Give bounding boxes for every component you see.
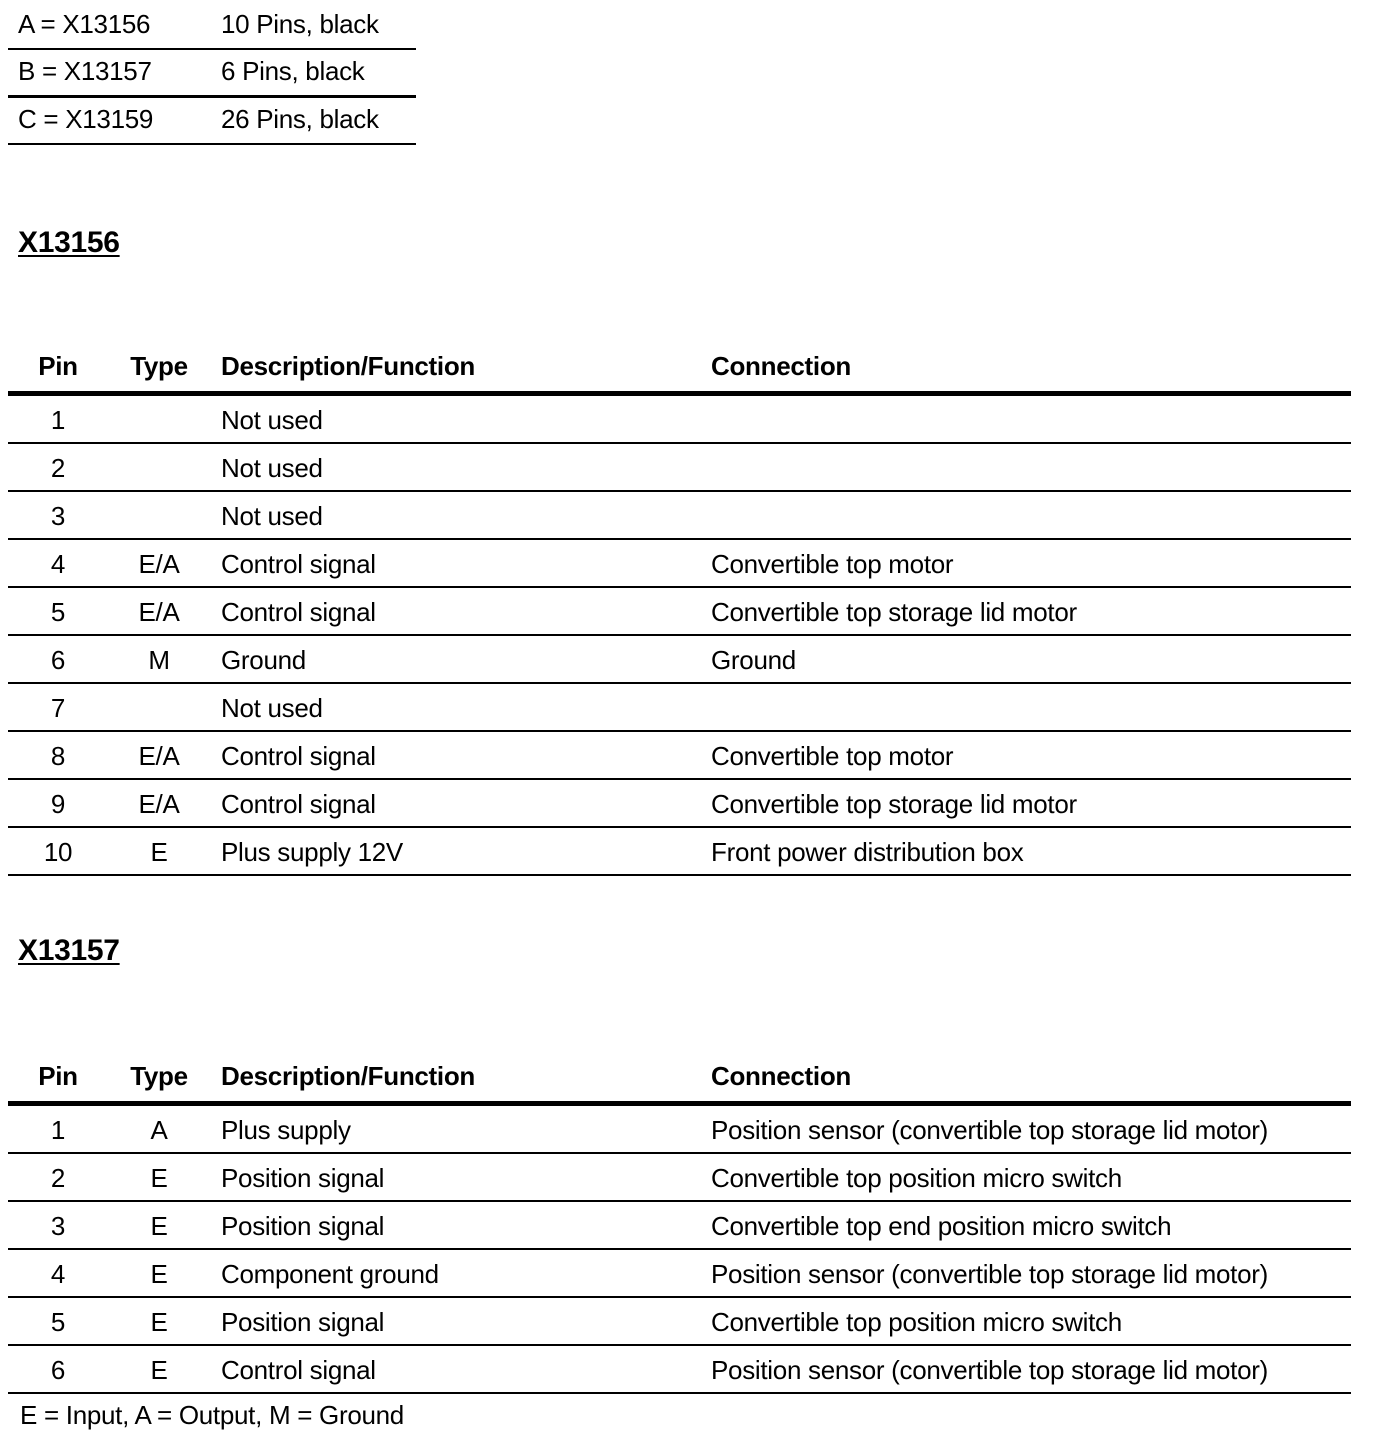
header-connection: Connection: [711, 351, 851, 381]
type-cell: E: [150, 1211, 168, 1241]
header-type: Type: [130, 351, 188, 381]
connection-cell: Convertible top storage lid motor: [711, 789, 1077, 819]
type-cell: E/A: [138, 789, 180, 819]
connection-cell: Convertible top position micro switch: [711, 1163, 1122, 1193]
connector-description: 6 Pins, black: [221, 56, 365, 86]
connector-row: [8, 50, 416, 98]
connector-description: 10 Pins, black: [221, 9, 379, 39]
description-cell: Not used: [221, 405, 323, 435]
connection-cell: Convertible top position micro switch: [711, 1307, 1122, 1337]
table-header: [8, 1053, 1351, 1106]
pin-cell: 7: [50, 693, 66, 723]
table-row: [8, 780, 1351, 828]
connection-cell: Front power distribution box: [711, 837, 1024, 867]
type-cell: E: [150, 837, 168, 867]
header-connection: Connection: [711, 1061, 851, 1091]
connector-code: B = X13157: [18, 56, 152, 86]
pin-cell: 4: [50, 1259, 66, 1289]
pin-cell: 10: [43, 837, 73, 867]
type-cell: E: [150, 1307, 168, 1337]
pin-table: [8, 1053, 1351, 1394]
pin-cell: 2: [50, 453, 66, 483]
description-cell: Control signal: [221, 741, 376, 771]
description-cell: Component ground: [221, 1259, 439, 1289]
connector-row: [8, 3, 416, 50]
pin-cell: 1: [50, 1115, 66, 1145]
table-row: [8, 732, 1351, 780]
table-row: [8, 636, 1351, 684]
table-row: [8, 1202, 1351, 1250]
pin-cell: 3: [50, 501, 66, 531]
connection-cell: Convertible top end position micro switch: [711, 1211, 1172, 1241]
header-description: Description/Function: [221, 1061, 476, 1091]
header-description: Description/Function: [221, 351, 476, 381]
type-cell: E: [150, 1163, 168, 1193]
connector-code: C = X13159: [18, 104, 154, 134]
type-cell: E/A: [138, 741, 180, 771]
table-row: [8, 492, 1351, 540]
table-row: [8, 1106, 1351, 1154]
connection-cell: Position sensor (convertible top storage lid motor): [711, 1355, 1268, 1385]
table-row: [8, 1154, 1351, 1202]
connection-cell: Ground: [711, 645, 796, 675]
description-cell: Ground: [221, 645, 306, 675]
type-cell: E/A: [138, 597, 180, 627]
pin-cell: 4: [50, 549, 66, 579]
table-row: [8, 396, 1351, 444]
pin-cell: 3: [50, 1211, 66, 1241]
description-cell: Position signal: [221, 1211, 385, 1241]
description-cell: Not used: [221, 453, 323, 483]
description-cell: Control signal: [221, 1355, 376, 1385]
connection-cell: Convertible top motor: [711, 549, 954, 579]
pin-cell: 6: [50, 645, 66, 675]
description-cell: Control signal: [221, 597, 376, 627]
table-row: [8, 1346, 1351, 1394]
connection-cell: Convertible top motor: [711, 741, 954, 771]
connection-cell: Position sensor (convertible top storage lid motor): [711, 1115, 1268, 1145]
table-row: [8, 1250, 1351, 1298]
header-type: Type: [130, 1061, 188, 1091]
description-cell: Plus supply 12V: [221, 837, 403, 867]
pin-cell: 5: [50, 597, 66, 627]
connector-code: A = X13156: [18, 9, 151, 39]
connector-description: 26 Pins, black: [221, 104, 379, 134]
connection-cell: Convertible top storage lid motor: [711, 597, 1077, 627]
description-cell: Not used: [221, 693, 323, 723]
type-legend: E = Input, A = Output, M = Ground: [20, 1400, 404, 1430]
type-cell: E: [150, 1259, 168, 1289]
description-cell: Control signal: [221, 549, 376, 579]
pin-cell: 1: [50, 405, 66, 435]
type-cell: E: [150, 1355, 168, 1385]
description-cell: Not used: [221, 501, 323, 531]
pin-cell: 5: [50, 1307, 66, 1337]
description-cell: Position signal: [221, 1307, 385, 1337]
section-title: X13156: [18, 226, 120, 259]
connector-row: [8, 98, 416, 145]
table-row: [8, 1298, 1351, 1346]
table-row: [8, 828, 1351, 876]
description-cell: Position signal: [221, 1163, 385, 1193]
description-cell: Plus supply: [221, 1115, 351, 1145]
pin-cell: 8: [50, 741, 66, 771]
table-row: [8, 540, 1351, 588]
connection-cell: Position sensor (convertible top storage lid motor): [711, 1259, 1268, 1289]
header-pin: Pin: [38, 351, 78, 381]
pin-cell: 2: [50, 1163, 66, 1193]
type-cell: A: [150, 1115, 168, 1145]
pin-cell: 6: [50, 1355, 66, 1385]
description-cell: Control signal: [221, 789, 376, 819]
pin-cell: 9: [50, 789, 66, 819]
header-pin: Pin: [38, 1061, 78, 1091]
connector-summary: [8, 3, 416, 145]
type-cell: E/A: [138, 549, 180, 579]
table-row: [8, 444, 1351, 492]
type-cell: M: [148, 645, 170, 675]
table-row: [8, 684, 1351, 732]
pin-table: [8, 343, 1351, 876]
table-header: [8, 343, 1351, 396]
table-row: [8, 588, 1351, 636]
section-title: X13157: [18, 934, 120, 967]
